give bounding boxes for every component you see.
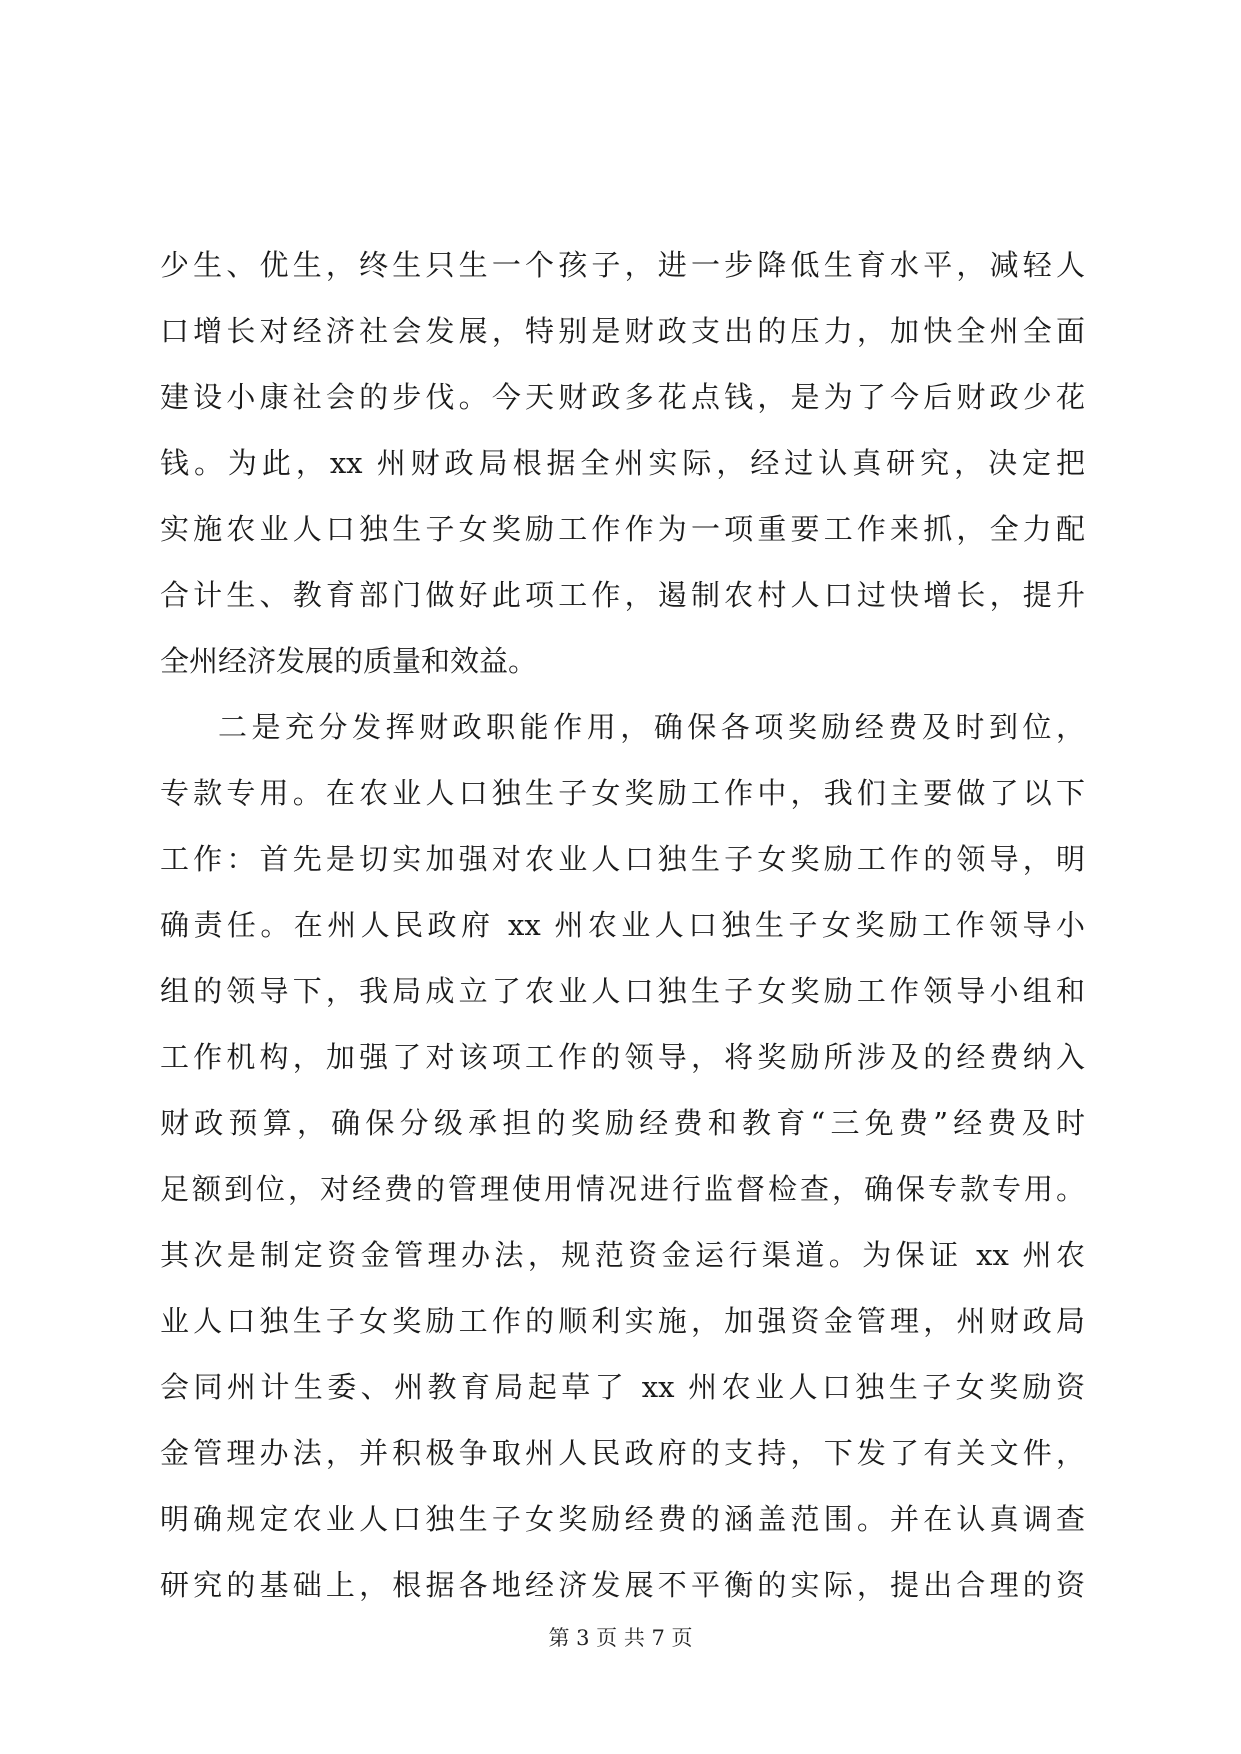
text-line: 全州经济发展的质量和效益。	[160, 644, 538, 678]
text-line: 金管理办法，并积极争取州人民政府的支持，下发了有关文件，	[160, 1436, 1085, 1470]
text-line: 会同州计生委、州教育局起草了 xx 州农业人口独生子女奖励资	[160, 1370, 1085, 1404]
text-line: 专款专用。在农业人口独生子女奖励工作中，我们主要做了以下	[160, 776, 1085, 810]
text-line: 确责任。在州人民政府 xx 州农业人口独生子女奖励工作领导小	[160, 908, 1085, 942]
paragraph-start-line: 二是充分发挥财政职能作用，确保各项奖励经费及时到位，	[218, 710, 1085, 744]
text-line: 其次是制定资金管理办法，规范资金运行渠道。为保证 xx 州农	[160, 1238, 1085, 1272]
text-line: 业人口独生子女奖励工作的顺利实施，加强资金管理，州财政局	[160, 1304, 1085, 1338]
text-line: 明确规定农业人口独生子女奖励经费的涵盖范围。并在认真调查	[160, 1502, 1085, 1536]
text-line: 口增长对经济社会发展，特别是财政支出的压力，加快全州全面	[160, 314, 1085, 348]
body-text	[160, 232, 1085, 1618]
text-line: 财政预算，确保分级承担的奖励经费和教育“三免费”经费及时	[160, 1106, 1085, 1140]
page-number-footer: 第 3 页 共 7 页	[548, 1626, 693, 1650]
text-line: 研究的基础上，根据各地经济发展不平衡的实际，提出合理的资	[160, 1568, 1085, 1602]
text-line: 钱。为此，xx 州财政局根据全州实际，经过认真研究，决定把	[160, 446, 1085, 480]
text-line: 工作机构，加强了对该项工作的领导，将奖励所涉及的经费纳入	[160, 1040, 1085, 1074]
text-line: 实施农业人口独生子女奖励工作作为一项重要工作来抓，全力配	[160, 512, 1085, 546]
text-line: 合计生、教育部门做好此项工作，遏制农村人口过快增长，提升	[160, 578, 1085, 612]
text-line: 组的领导下，我局成立了农业人口独生子女奖励工作领导小组和	[160, 974, 1085, 1008]
text-line: 建设小康社会的步伐。今天财政多花点钱，是为了今后财政少花	[160, 380, 1085, 414]
text-line: 少生、优生，终生只生一个孩子，进一步降低生育水平，减轻人	[160, 248, 1085, 282]
text-line: 足额到位，对经费的管理使用情况进行监督检查，确保专款专用。	[160, 1172, 1085, 1206]
text-line: 工作：首先是切实加强对农业人口独生子女奖励工作的领导，明	[160, 842, 1085, 876]
